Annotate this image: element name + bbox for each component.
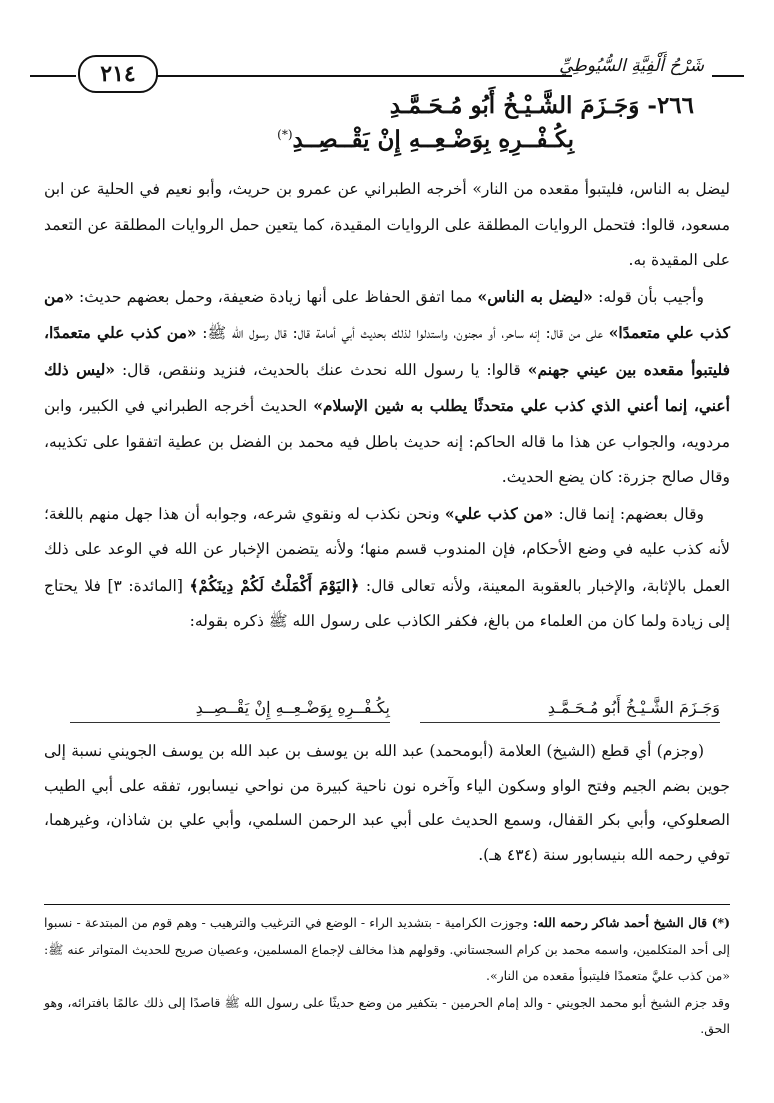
running-title: شَرْحُ أَلْفِيَّةِ السُّيُوطِيِّ: [559, 56, 704, 76]
p3-quote-1: «من كذب علي»: [444, 503, 554, 523]
footnote-attribution: (*) قال الشيخ أحمد شاكر رحمه الله:: [528, 915, 730, 930]
verse-line-1: ٢٦٦- وَجَـزَمَ الشَّـيْـخُ أَبُو مُـحَـمَّـدِ: [389, 92, 694, 119]
footnote: [44, 910, 730, 1043]
page-header: [30, 52, 744, 96]
p2-quote-1: «ليضل به الناس»: [477, 286, 593, 306]
footnote-text-1: وجوزت الكرامية - بتشديد الراء - الوضع في الترغيب والترهيب - وهم قوم من المبتدعة - نسبوا إلى أحد المتكلمين، واسمه محمد بن كرام السجستاني. وقولهم هذا مخالف لإجماع المسلمين، وعصيان صريح للحديث المتواتر عنه ﷺ: «من كذب عليَّ متعمدًا فليتبوأ مقعده من النار».: [44, 915, 730, 983]
p2-text-e: على من قال: إنه ساحر، أو مجنون، واستدلوا لذلك بحديث أبي أمامة قال: قال رسول الله ﷺ:: [196, 324, 609, 342]
p3-text-c: ونحن نكذب له ونقوي شرعه، وجوابه أن هذا جهل منهم باللغة؛ لأنه كذب عليه في وضع الأحكام، فإن المندوب قسم منها؛ ولأنه يتضمن الإخبار عن الله في الوعد على ذلك العمل بالإثابة، والإخبار بالعقوبة المعينة، ولأنه تعالى قال:: [44, 504, 730, 595]
header-rule-left: [30, 75, 76, 77]
paragraph-4: (وجزم) أي قطع (الشيخ) العلامة (أبومحمد) عبد الله بن يوسف بن عبد الله بن يوسف الجويني نسبة إلى جوين بضم الجيم وفتح الواو وسكون الياء وآخره نون ناحية كبيرة من نواحي نيسابور، تفقه على أبي الطيب الصعلوكي، وأبي بكر القفال، وسمع الحديث على أبي عبد الرحمن السلمي، وأبي علي بن شاذان، وغيرهما، توفي رحمه الله بنيسابور سنة (٤٣٤ هـ).: [44, 742, 730, 864]
p2-quote-4: «ليس ذلك أعني، إنما أعني الذي كذب علي متحدثًا يطلب به شين الإسلام»: [44, 359, 730, 415]
footnote-para-2: وقد جزم الشيخ أبو محمد الجويني - والد إمام الحرمين - بتكفير من وضع حديثًا على رسول الله ﷺ قاصدًا إلى ذلك عالمًا بافترائه، وهو الحق.: [44, 994, 730, 1036]
footnote-divider: [44, 904, 730, 905]
header-rule-middle: [156, 75, 572, 77]
p2-text-g: قالوا: يا رسول الله نحدث عنك بالحديث، فنزيد وننقص، قال:: [114, 360, 528, 379]
p3-text-a: وقال بعضهم: إنما قال:: [553, 504, 704, 523]
inline-verse: [60, 698, 720, 728]
verse-underline-2: [70, 722, 390, 723]
verse-underline-1: [420, 722, 720, 723]
footnote-para-1: [44, 910, 730, 990]
commentary-body-2: [44, 734, 730, 872]
quran-verse: ﴿اليَوْمَ أَكْمَلْتُ لَكُمْ دِينَكُمْ﴾: [189, 575, 360, 595]
verse-line-2: [277, 126, 574, 153]
p2-text-a: وأجيب بأن قوله:: [592, 287, 704, 306]
footnote-marker: (*): [277, 127, 293, 142]
p3-text-e: [المائدة: ٣] فلا يحتاج إلى زيادة ولما كان من العلماء من بالغ، فكفر الكاذب على رسول الله ﷺ ذكره بقوله:: [44, 576, 730, 630]
inline-verse-half-1: وَجَـزَمَ الشَّـيْـخُ أَبُو مُـحَـمَّـدِ: [547, 698, 720, 717]
paragraph-3: [44, 496, 730, 640]
paragraph-1: ليضل به الناس، فليتبوأ مقعده من النار» أخرجه الطبراني عن عمرو بن حريث، وأبو نعيم في الحلية عن ابن مسعود، قالوا: فتحمل الروايات المطلقة على الروايات المقيدة، كما يتعين حمل الروايات المطلقة عن التعمد على المقيدة به.: [44, 180, 730, 269]
p2-quote-2: «من كذب علي متعمدًا»: [44, 286, 730, 342]
p2-text-c: مما اتفق الحفاظ على أنها زيادة ضعيفة، وحمل بعضهم حديث:: [73, 287, 478, 306]
inline-verse-half-2: بِكُـفْــرِهِ بِوَضْـعِــهِ إِنْ يَقْــصِــدِ: [195, 698, 390, 717]
p2-quote-3: «من كذب علي متعمدًا، فليتبوأ مقعده بين عيني جهنم»: [44, 323, 730, 379]
paragraph-2: [44, 279, 730, 496]
commentary-body: [44, 172, 730, 640]
page-number: ٢١٤: [78, 55, 158, 93]
verse-line-2-text: بِكُـفْــرِهِ بِوَضْـعِــهِ إِنْ يَقْــصِــدِ: [292, 126, 574, 153]
header-rule-right: [712, 75, 744, 77]
p2-text-i: الحديث أخرجه الطبراني في الكبير، وابن مردويه، والجواب عن هذا ما قاله الحاكم: إنه حديث باطل فيه محمد بن الفضل بن عطية اتفقوا على تكذيبه، وقال صالح جزرة: كان يضع الحديث.: [44, 397, 730, 486]
